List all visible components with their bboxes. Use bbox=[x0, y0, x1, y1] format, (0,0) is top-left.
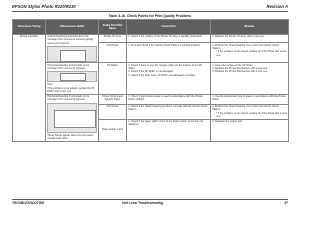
remedy-cell bbox=[211, 63, 289, 94]
phenomenon-text: These bands appear when the print paths overlap each other. bbox=[47, 133, 94, 140]
col-phenomenon: Phenomenon Detail bbox=[46, 20, 99, 35]
note-label: Note: bbox=[47, 83, 54, 87]
page-footer bbox=[12, 201, 288, 207]
phenomenon-cell bbox=[46, 63, 99, 94]
check-text: 1. Check if appropriate paper is used in accordance with the Printer Driver settings. bbox=[128, 95, 203, 102]
check-text: 1. Check if there is any dirt, foreign matter on the surface of the PF Roller. bbox=[128, 64, 202, 71]
table-row bbox=[13, 94, 289, 104]
col-part: Faulty Part/ Part Name bbox=[99, 20, 127, 35]
banding-figure bbox=[47, 71, 97, 82]
footer-rule bbox=[12, 199, 288, 200]
table-header-row bbox=[13, 20, 289, 35]
check-points-table bbox=[12, 19, 289, 142]
remedy-text: 1. Use the appropriate type of paper in accordance with the Printer Driver. bbox=[212, 95, 286, 102]
table-row bbox=[13, 34, 289, 43]
part-cell: Paper Guide, Front bbox=[99, 119, 127, 141]
check-cell bbox=[127, 34, 211, 43]
part-cell: Print Head bbox=[99, 43, 127, 63]
phenomenon-cell bbox=[46, 34, 99, 63]
phenomenon-text: Vertical banding (perpendicular to the Carriage Unit movement) appears getting narrow-print defects. bbox=[47, 35, 94, 45]
remedy-text: 1. Perform the Head Cleaning, then check the Nozzle Check Pattern. bbox=[212, 44, 280, 51]
figure-sheet bbox=[60, 50, 86, 62]
header-rule bbox=[12, 11, 288, 12]
remedy-note: * If the problem is not solved, replace the Print Head with a new one. bbox=[216, 111, 287, 118]
phenomenon-cell bbox=[46, 94, 99, 141]
note-text: If the problem is not solved, replace the PF Roller with a new one. bbox=[47, 86, 95, 93]
check-cell bbox=[127, 43, 211, 63]
header-revision: Revision A bbox=[266, 4, 288, 9]
remedy-cell bbox=[211, 34, 289, 43]
table-row bbox=[13, 63, 289, 94]
remedy-note: * If the problem is not solved, replace the Print Head with a new one. bbox=[216, 50, 287, 57]
remedy-text: 2. Replace the Printer Mechanism with a new one. bbox=[212, 67, 268, 71]
remedy-cell bbox=[211, 104, 289, 119]
col-remedy: Remedy bbox=[211, 20, 289, 35]
header-title: EPSON Stylus Photo R220/R230 bbox=[12, 4, 76, 9]
part-cell: Print Head bbox=[99, 104, 127, 119]
check-text: 1. Check if the surface of the Printer I/F Assy is partially separated. bbox=[128, 35, 202, 39]
phenomenon-text: Horizontal banding (horizontally to the Carriage Unit movement) appears. bbox=[47, 64, 90, 71]
check-text: 2. Check if the PF Roller is not damaged. bbox=[128, 70, 174, 74]
check-text: 1. Check if the Head Cleaning functions normally with the Nozzle Check Pattern. bbox=[128, 105, 208, 112]
remedy-cell bbox=[211, 94, 289, 104]
check-text: 1. Print and check if the Nozzle Check Pattern is printed properly. bbox=[128, 44, 201, 48]
figure-sheet bbox=[54, 110, 96, 128]
table-title: Table 3-16. Check Points for Print Quality Problems bbox=[108, 14, 192, 18]
page-number: 87 bbox=[284, 201, 288, 205]
col-occurrence: Occurrence Timing bbox=[13, 20, 46, 35]
col-check: Check Point bbox=[127, 20, 211, 35]
check-text: 1. Check if the paper path in front of the Paper Guide, Front has not detached. bbox=[128, 120, 203, 127]
remedy-text: 1. Clean the surface of the PF Roller. bbox=[212, 64, 254, 68]
banding-figure bbox=[47, 46, 97, 62]
phenomenon-text: Horizontal banding (horizontally to the Carriage Unit movement) appears. bbox=[47, 95, 90, 102]
check-text: 3. Check if the Spur Gear, 27.2/12 is not damaged or broken. bbox=[128, 73, 196, 77]
check-cell bbox=[127, 63, 211, 94]
check-cell bbox=[127, 94, 211, 104]
remedy-cell bbox=[211, 119, 289, 141]
remedy-cell bbox=[211, 43, 289, 63]
part-cell: PF Roller bbox=[99, 63, 127, 94]
remedy-text: 1. Reattach the proper part. bbox=[212, 120, 243, 124]
occurrence-cell: During operation bbox=[13, 34, 46, 141]
banding-figure bbox=[47, 103, 97, 133]
check-cell bbox=[127, 104, 211, 119]
remedy-text: 1. Replace the Printer I/F Assy. with a new one. bbox=[212, 35, 265, 39]
check-cell bbox=[127, 119, 211, 141]
remedy-text: 3. Replace the Printer Mechanism with a new one. bbox=[212, 70, 268, 74]
footer-section: TROUBLESHOOTING bbox=[12, 201, 45, 205]
part-cell: Printer I/F Assy bbox=[99, 34, 127, 43]
figure-sheet bbox=[60, 73, 86, 81]
footer-subsection: Unit Level Troubleshooting bbox=[122, 201, 164, 205]
remedy-text: 1. Perform the Head Cleaning, then check the Nozzle Check Pattern. bbox=[212, 105, 280, 112]
part-cell: Printer Drivers and Speeds Paper bbox=[99, 94, 127, 104]
